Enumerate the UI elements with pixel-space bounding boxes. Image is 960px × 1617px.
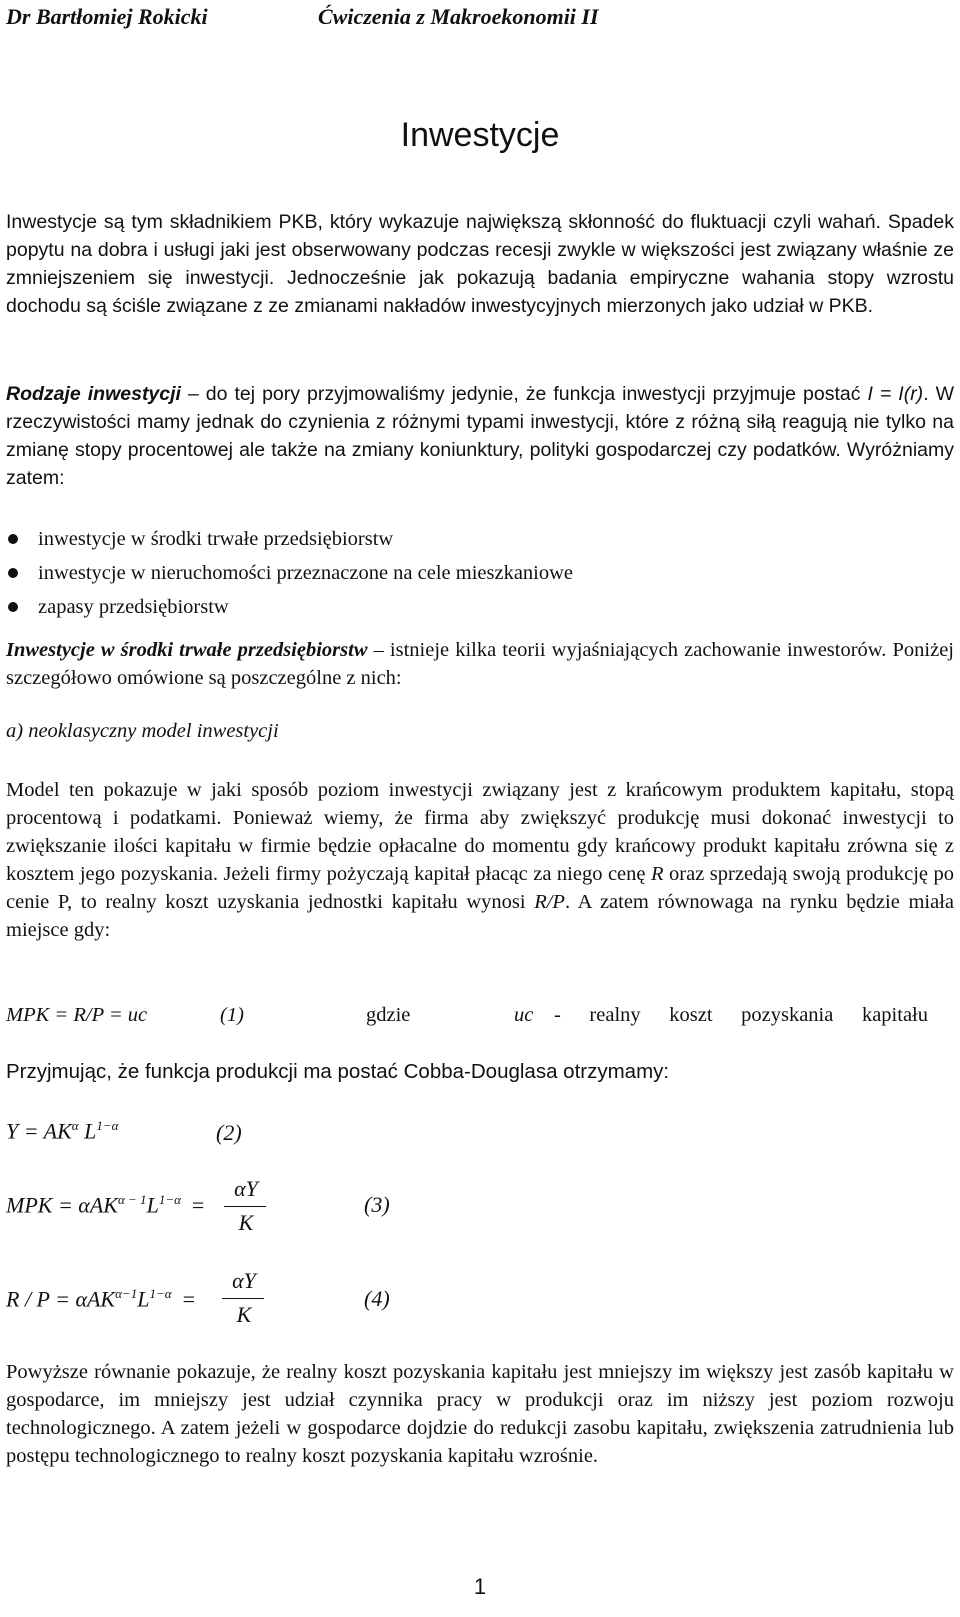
model-RP: R/P (534, 891, 565, 913)
equation-4-denominator: K (236, 1302, 252, 1327)
conclusion-paragraph: Powyższe równanie pokazuje, że realny koszt pozyskania kapitału jest mniejszy im większy jest zasób kapitału w gospodarce, im mniejszy jest udział czynnika pracy w produkcji oraz im niższy jest poziom rozwoju technologicznego. A zatem jeżeli w gospodarce dojdzie do redukcji zasobu kapitału, zwiększenia zatrudnienia lub postępu technologicznego to realny koszt pozyskania kapitału wzrośnie. (6, 1361, 954, 1467)
investment-types-list (6, 522, 573, 624)
fixed-assets-paragraph (6, 636, 954, 692)
types-text-1: – do tej pory przyjmowaliśmy jedynie, że funkcja inwestycji przyjmuje postać (180, 383, 868, 405)
equation-4: $R / P = \alpha AK^{\alpha-1}L^{1-\alpha}$ = (6, 1286, 195, 1312)
page-number: 1 (473, 1574, 487, 1599)
types-heading: Rodzaje inwestycji (6, 383, 181, 405)
equation-1-where: gdzie (366, 1004, 411, 1026)
header-author: Dr Bartłomiej Rokicki (6, 4, 208, 29)
equation-1-description: - realny koszt pozyskania kapitału (554, 1004, 928, 1026)
equation-2-number: (2) (216, 1120, 242, 1145)
equation-3-denominator: K (238, 1210, 254, 1235)
equation-4-fraction-bar (222, 1298, 264, 1299)
fixed-assets-text: – istnieje kilka teorii wyjaśniających zachowanie inwestorów. Poniżej szczegółowo omówione są poszczególne z nich: (6, 639, 954, 689)
model-text-2: oraz sprzedają swoją produkcję po cenie P, to realny koszt uzyskania jednostki kapitału wynosi (6, 863, 954, 913)
equation-3-fraction-bar (224, 1206, 266, 1207)
equation-4-number: (4) (364, 1286, 390, 1311)
model-text-1: Model ten pokazuje w jaki sposób poziom inwestycji związany jest z krańcowym produktem kapitału, stopą procentową i podatkami. Ponieważ wiemy, że firma aby zwiększyć produkcję musi dokonać inwestycji to zwiększanie ilości kapitału w firmie będzie opłacalne do momentu gdy krańcowy produkt kapitału zrówna się z kosztem jego pozyskania. Jeżeli firmy pożyczają kapitał płacąc za niego cenę (6, 779, 954, 885)
types-formula: I = I(r) (867, 383, 924, 405)
cobb-douglas-intro: Przyjmując, że funkcja produkcji ma postać Cobba-Douglasa otrzymamy: (6, 1060, 670, 1083)
list-item: zapasy przedsiębiorstw (6, 590, 573, 624)
equation-1: MPK = R/P = uc (6, 1004, 148, 1026)
equation-3-number: (3) (364, 1192, 390, 1217)
equation-3: MPK = $\alpha AK^{\alpha - 1}L^{1-\alpha}$ = (6, 1192, 205, 1218)
fixed-assets-heading: Inwestycje w środki trwałe przedsiębiorstw (6, 639, 368, 661)
list-item: inwestycje w nieruchomości przeznaczone na cele mieszkaniowe (6, 556, 573, 590)
section-subheading: a) neoklasyczny model inwestycji (6, 720, 279, 742)
equation-1-number: (1) (220, 1004, 244, 1026)
header-course: Ćwiczenia z Makroekonomii II (318, 4, 599, 29)
list-item: inwestycje w środki trwałe przedsiębiorstw (6, 522, 573, 556)
model-R: R (651, 863, 664, 885)
equation-1-uc: uc (514, 1004, 534, 1026)
intro-paragraph: Inwestycje są tym składnikiem PKB, który wykazuje największą skłonność do fluktuacji czyli wahań. Spadek popytu na dobra i usługi jaki jest obserwowany podczas recesji zwykle w większości jest związany właśnie ze zmniejszeniem się inwestycji. Jednocześnie jak pokazują badania empiryczne wahania stopy wzrostu dochodu są ściśle związane z ze zmianami nakładów inwestycyjnych mierzonych jako udział w PKB. (6, 211, 954, 317)
page-title: Inwestycje (400, 116, 560, 154)
types-paragraph (6, 380, 954, 492)
model-text-3: . A zatem równowaga na rynku będzie miała miejsce gdy: (6, 891, 954, 941)
equation-4-numerator: αY (232, 1268, 256, 1293)
equation-3-numerator: αY (234, 1176, 258, 1201)
equation-2: $Y = AK^\alpha$ $L^{1-\alpha}$ (6, 1118, 119, 1144)
types-text-2: . W rzeczywistości mamy jednak do czynienia z różnymi typami inwestycji, które z różną siłą reagują nie tylko na zmianę stopy procentowej ale także na zmiany koniunktury, polityki gospodarczej czy podatków. Wyróżniamy zatem: (6, 383, 955, 489)
model-paragraph (6, 776, 954, 944)
